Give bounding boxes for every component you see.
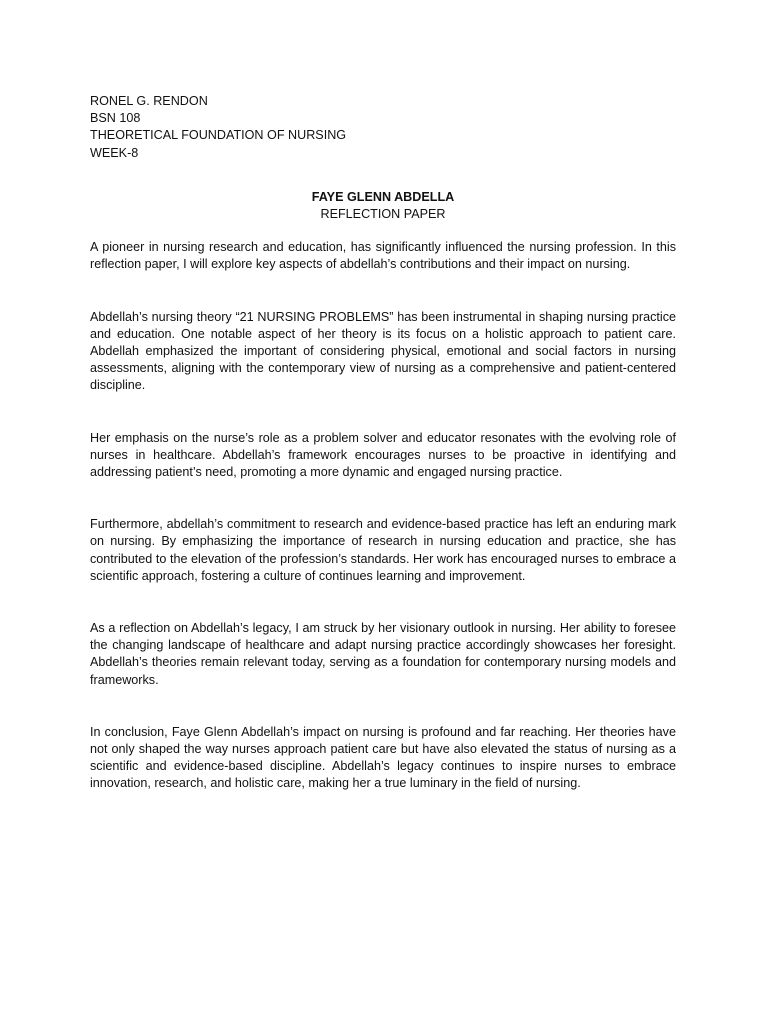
subject-name: THEORETICAL FOUNDATION OF NURSING (90, 128, 347, 143)
author-name: RONEL G. RENDON (90, 94, 208, 108)
paragraph-intro: A pioneer in nursing research and education, has significantly influenced the nursing profession. In this reflection paper, I will explore key aspects of abdellah’s contributions and their impact on nursing. (90, 240, 676, 272)
author-info-block (90, 93, 676, 162)
document-page (90, 93, 676, 793)
paragraph-legacy: As a reflection on Abdellah’s legacy, I am struck by her visionary outlook in nursing. Her ability to foresee the changing landscape of healthcare and adapt nursing practice accordingly showcases her foresight. Abdellah’s theories remain relevant today, serving as a foundation for contemporary nursing models and frameworks. (90, 621, 676, 687)
document-subtitle: REFLECTION PAPER (320, 207, 446, 222)
paragraph-theory: Abdellah’s nursing theory “21 NURSING PROBLEMS” has been instrumental in shaping nursing practice and education. One notable aspect of her theory is its focus on a holistic approach to patient care. Abdellah emphasized the important of considering physical, emotional and social factors in nursing assessments, aligning with the contemporary view of nursing as a comprehensive and patient-centered discipline. (90, 309, 676, 393)
paragraph-conclusion: In conclusion, Faye Glenn Abdellah’s impact on nursing is profound and far reaching. Her theories have not only shaped the way nurses approach patient care but have also elevated the status of nursing as a scientific and evidence-based discipline. Abdellah’s legacy continues to inspire nurses to embrace innovation, research, and holistic care, making her a true luminary in the field of nursing. (90, 724, 676, 791)
paragraph-nurse-role: Her emphasis on the nurse’s role as a problem solver and educator resonates with the evolving role of nurses in healthcare. Abdellah’s framework encourages nurses to be proactive in identifying and addressing patient’s need, promoting a more dynamic and engaged nursing practice. (90, 430, 676, 480)
title-block (90, 189, 676, 223)
paragraph-research: Furthermore, abdellah’s commitment to research and evidence-based practice has left an enduring mark on nursing. By emphasizing the importance of research in nursing education and practice, she has contributed to the elevation of the profession’s standards. Her work has encouraged nurses to embrace a scientific approach, fostering a culture of continues learning and improvement. (90, 517, 676, 583)
week-label: WEEK-8 (90, 145, 139, 160)
course-code: BSN 108 (90, 111, 141, 126)
document-title: FAYE GLENN ABDELLA (311, 189, 455, 204)
